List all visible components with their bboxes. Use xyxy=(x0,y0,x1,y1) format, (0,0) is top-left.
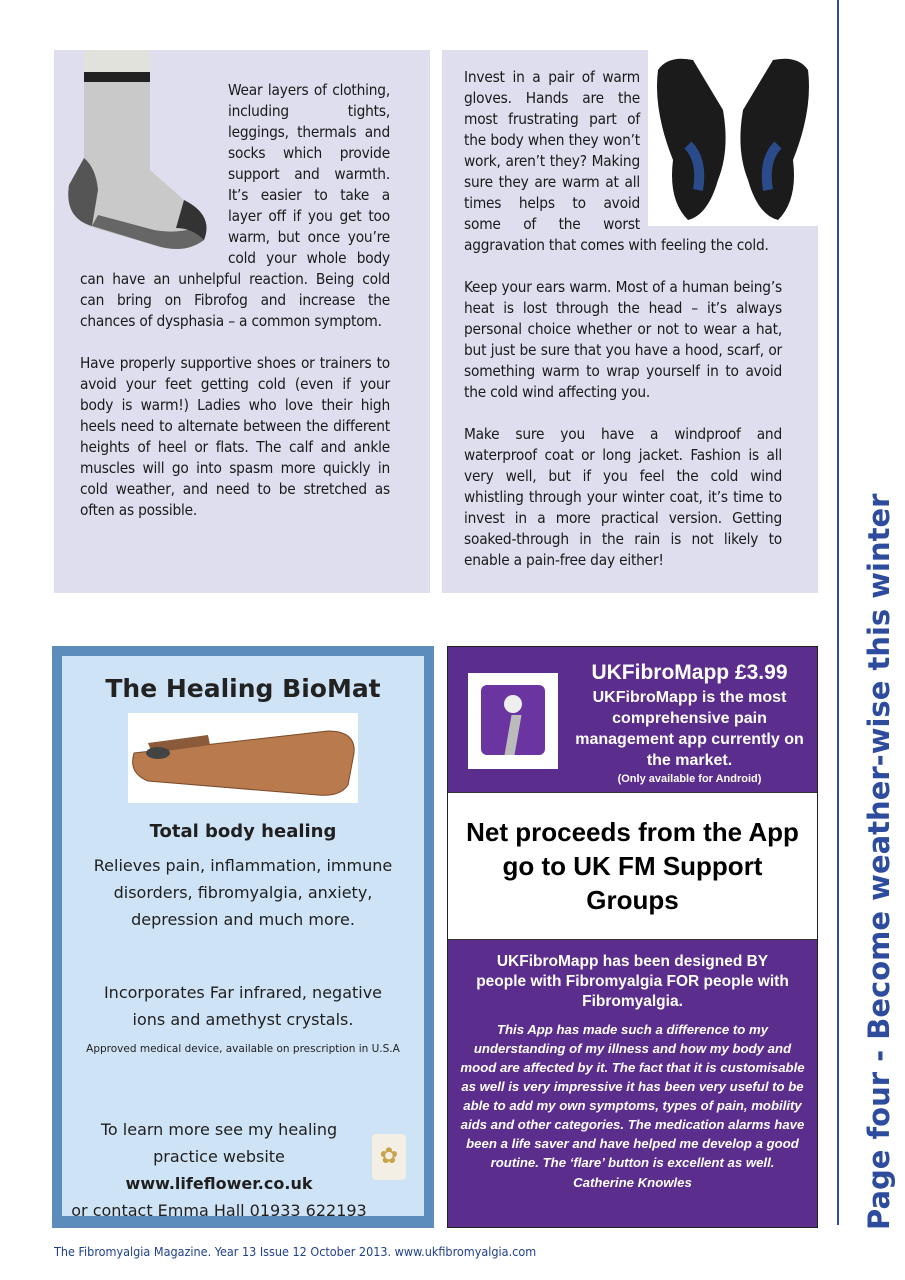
article-paragraph: Invest in a pair of warm gloves. Hands are the most frustrating part of the body when they won’t work, aren’t they? Making sure they are warm at all times helps to avoid some of the worst aggravation that comes with feeling the cold. xyxy=(464,68,769,254)
biomat-subtitle: Total body healing xyxy=(149,821,337,842)
biomat-features: Incorporates Far infrared, negative ions and amethyst crystals. xyxy=(103,983,383,1029)
testimonial-text: This App has made such a difference to my understanding of my illness and how my body and mood are affected by it. The fact that it is customisable as well is very impressive it has been very useful to be able to add my own symptoms, types of pain, mobility aids and other categories. The medication alarms have been a life saver and have helped me develop a good routine. The ‘flare’ button is excellent as well. xyxy=(460,1022,805,1170)
proceeds-text: Net proceeds from the App go to UK FM Support Groups xyxy=(466,817,799,915)
biomat-benefits: Relieves pain, inflammation, immune disorders, fibromyalgia, anxiety, depression and much more. xyxy=(93,856,393,929)
article-paragraph: Make sure you have a windproof and waterproof coat or long jacket. Fashion is all very well, but if you feel the cold wind whistling through your winter coat, it’s time to invest in a more practical version. Getting soaked-through in the rain is not likely to enable a pain-free day either! xyxy=(464,425,782,569)
contact-text: or contact Emma Hall 01933 622193 xyxy=(71,1201,367,1220)
biomat-title: The Healing BioMat xyxy=(105,674,381,703)
footer-text: The Fibromyalgia Magazine. Year 13 Issue 12 October 2013. www.ukfibromyalgia.com xyxy=(54,1244,537,1259)
app-note: (Only available for Android) xyxy=(617,773,762,785)
testimonial-author: Catherine Knowles xyxy=(573,1175,692,1190)
article-paragraph: Wear layers of clothing, including tights, leggings, thermals and socks which provide support and warmth. It’s easier to take a layer off if you get too warm, but once you’re cold your whole body can have an unhelpful reaction. Being cold can bring on Fibrofog and increase the chances of dysphasia – a common symptom. xyxy=(80,81,390,330)
app-logo-icon xyxy=(468,673,558,769)
sock-image xyxy=(64,50,214,262)
ukfibromapp-advert xyxy=(447,646,818,1228)
app-description: UKFibroMapp is the most comprehensive pain management app currently on the market. xyxy=(575,689,804,769)
article-paragraph: Have properly supportive shoes or trainers to avoid your feet getting cold (even if your body is warm!) Ladies who love their high heels need to alternate between the different heights of heel or flats. The calf and ankle muscles will go into spasm more quickly in cold weather, and need to be stretched as often as possible. xyxy=(80,354,390,519)
article-paragraph: Keep your ears warm. Most of a human being’s heat is lost through the head – it’s always personal choice whether or not to wear a hat, but just be sure that you have a hood, scarf, or something warm to wrap yourself in to avoid the cold wind affecting you. xyxy=(464,278,782,401)
proceeds-box xyxy=(448,792,817,940)
side-divider xyxy=(837,0,839,1225)
page-side-title: Page four - Become weather-wise this winter xyxy=(862,493,896,1230)
biomat-advert xyxy=(52,646,434,1228)
biomat-image xyxy=(128,713,358,803)
learn-more-text: To learn more see my healing practice website xyxy=(100,1120,338,1166)
app-title: UKFibroMapp £3.99 xyxy=(591,661,788,684)
gloves-image xyxy=(648,50,818,226)
flower-logo-icon: ✿ xyxy=(372,1134,406,1180)
biomat-approval: Approved medical device, available on prescription in U.S.A xyxy=(86,1043,400,1055)
article-right-panel xyxy=(442,50,818,593)
website-link[interactable]: www.lifeflower.co.uk xyxy=(125,1174,313,1193)
app-designed-text: UKFibroMapp has been designed BY people with Fibromyalgia FOR people with Fibromyalgia. xyxy=(476,953,789,1010)
article-left-panel xyxy=(54,50,430,593)
